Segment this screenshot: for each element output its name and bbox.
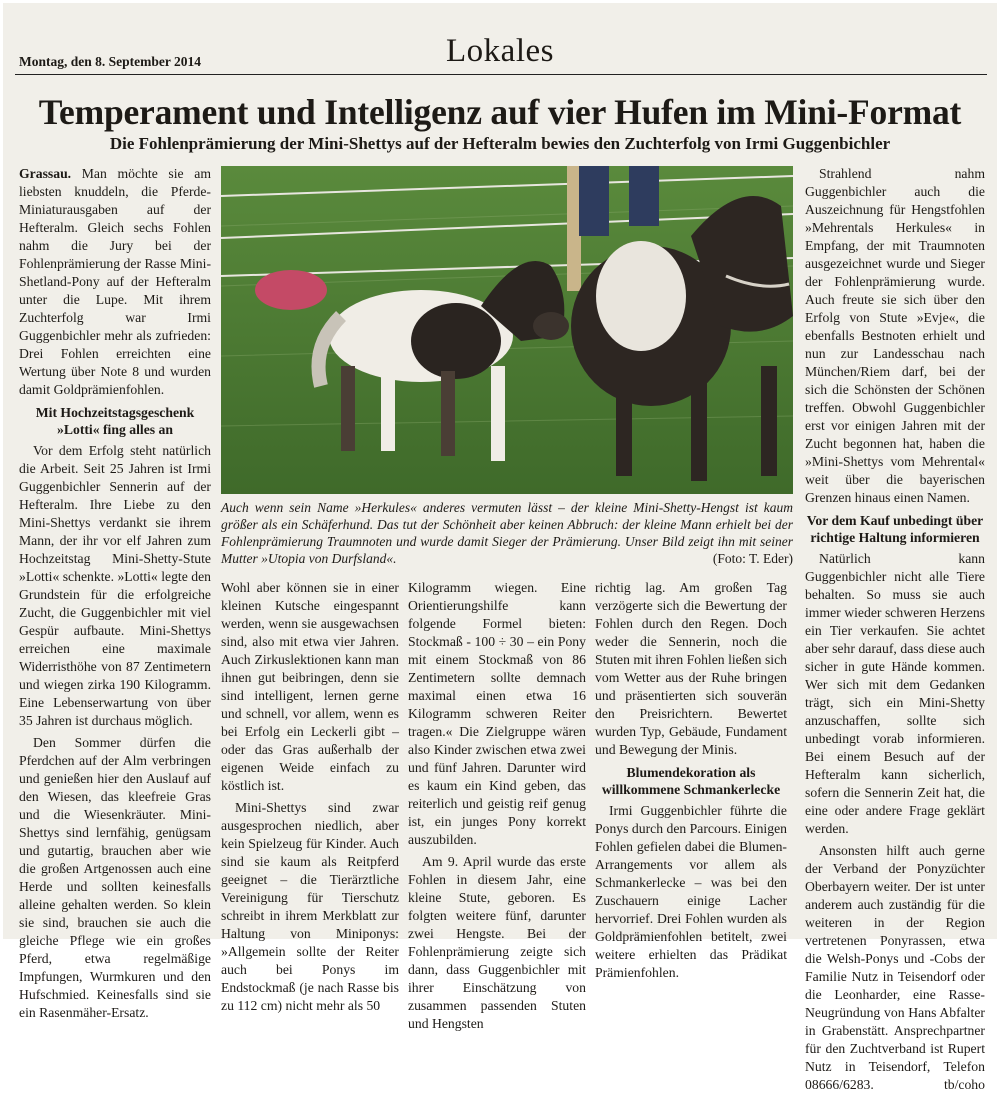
text-column-4 (595, 579, 787, 986)
article-headline: Temperament und Intelligenz auf vier Hufen im Mini-Format (38, 92, 962, 132)
text-column-2 (221, 579, 399, 1019)
text-column-1 (19, 165, 211, 1026)
subheading: Vor dem Kauf unbedingt über richtige Haltung informieren (806, 513, 984, 545)
text-column-3 (408, 579, 586, 1037)
paragraph: Strahlend nahm Guggenbichler auch die Auszeichnung für Hengstfohlen »Mehrentals Herkules« in Empfang, der mit Traumnoten ausgezeichnet wurde und Sieger der Fohlenprämierung wurde. Auch freute sie sich über den Erfolg von Stute »Evje«, die ebenfalls Bestnoten erhielt und nun zur Landesschau nach München/Riem darf, bei der sich die Schönsten der Schönen treffen. Obwohl Guggenbichler erst vor einigen Jahren mit der Zucht begonnen hat, haben die »Mini-Shettys vom Mehrental« weit über die bayerischen Grenzen hinaus einen Namen. (805, 166, 985, 505)
paragraph-text: Ansonsten hilft auch gerne der Verband der Ponyzüchter Oberbayern weiter. Der ist unter anderem auch zuständig für die weiteren in der Region vertretenen Ponyrassen, etwa die Welsh-Ponys und -Cobs der Familie Nutz in Teisendorf oder die Leonharder, eine Rasse-Neugründung von Hans Abfalter in Grabenstätt. Ansprechpartner für den Zuchtverband ist Rupert Nutz in Teisendorf, Telefon 08666/6283. (805, 843, 985, 1092)
newspaper-page (3, 3, 997, 1092)
dateline: Grassau. (19, 166, 72, 181)
author-initials: tb/coho (943, 1077, 985, 1092)
article-subheadline: Die Fohlenprämierung der Mini-Shettys auf der Hefteralm bewies den Zuchterfolg von Irmi Guggenbichler (109, 134, 891, 153)
person-legs (579, 166, 609, 236)
paragraph (19, 165, 211, 399)
paragraph: Mini-Shettys sind zwar ausgesprochen niedlich, aber kein Spielzeug für Kinder. Auch sind sie kaum als Reitpferd geeignet – die Tierärztliche Vereinigung für Tierschutz schreibt in ihrem Merkblatt zur Haltung von Miniponys: »Allgemein sollte der Reiter auch bei Ponys im Endstockmaß (je nach Rasse bis zu 112 cm) nicht mehr als 50 (221, 800, 399, 1013)
paragraph: richtig lag. Am großen Tag verzögerte sich die Bewertung der Fohlen durch den Regen. Doch weder die Sennerin, noch die Stuten mit ihren Fohlen ließen sich vom Wetter aus der Ruhe bringen und präsentierten sich souverän den Preisrichtern. Bewertet wurden Typ, Gebäude, Fundament und Bewegung der Minis. (595, 580, 787, 757)
caption-text: Auch wenn sein Name »Herkules« anderes vermuten lässt – der kleine Mini-Shetty-Hengst ist kaum größer als ein Schäferhund. Das tut der Schönheit aber keinen Abbruch: der kleine Mann erhielt bei der Fohlenprämierung Traumnoten und wurde damit Sieger der Prämierung. Unser Bild zeigt ihn mit seiner Mutter »Utopia von Durfsland«. (221, 500, 793, 566)
paragraph: Vor dem Erfolg steht natürlich die Arbeit. Seit 25 Jahren ist Irmi Guggenbichler Sennerin auf der Hefteralm. Ihre Liebe zu den Mini-Shettys verdankt sie ihrem Mann, der ihr vor elf Jahren zum Hochzeitstag Mini-Shetty-Stute »Lotti« schenkte. »Lotti« legte den Grundstein für die erfolgreiche Zucht, die Guggenbichler mit viel Gespür aufbaute. Mini-Shettys erreichen eine maximale Widerristhöhe von 87 Zentimetern und wiegen zirka 190 Kilogramm. Eine Lebenserwartung von über 35 Jahren ist durchaus möglich. (19, 443, 211, 728)
paragraph: Irmi Guggenbichler führte die Ponys durch den Parcours. Einigen Fohlen gefielen dabei die Blumen-Arrangements vor allem als Schmankerlecke – was bei den Zuschauern einige Lacher hervorrief. Drei Fohlen wurden als Goldprämienfohlen betitelt, zwei weitere erhielten das Prädikat Prämienfohlen. (595, 803, 787, 980)
header-rule (15, 74, 987, 75)
paragraph: Den Sommer dürfen die Pferdchen auf der Alm verbringen und genießen hier den Auslauf auf den Wiesen, das kleefreie Gras und die Wiesenkräuter. Mini-Shettys sind lernfähig, genügsam und gutartig, brauchen aber wie die großen Artgenossen auch eine Herde und sollten keinesfalls alleine gehalten werden. So klein sie sind, brauchen sie auch die gleiche Pflege wie ein großes Pferd, etwa regelmäßige Impfungen, Wurmkuren und den Hufschmied. Keinesfalls sind sie ein Rasenmäher-Ersatz. (19, 735, 211, 1020)
paragraph: Am 9. April wurde das erste Fohlen in diesem Jahr, eine kleine Stute, geboren. Es folgten weitere fünf, darunter zwei Hengste. Bei der Fohlenprämierung zeigte sich dann, dass Guggenbichler mit ihrer Einschätzung von zusammen passenden Stuten und Hengsten (408, 854, 586, 1031)
pink-bucket (255, 270, 327, 310)
paragraph: Natürlich kann Guggenbichler nicht alle Tiere behalten. So muss sie auch immer wieder schweren Herzens ein Tier verkaufen. Sie achtet aber sehr darauf, dass diese auch sicher in gute Hände kommen. Wer sich mit dem Gedanken trägt, sich ein Mini-Shetty anzuschaffen, sollte sich unbedingt vorab informieren. Bei einem Besuch auf der Hefteralm kann sicherlich, sofern die Sennerin Zeit hat, die eine oder andere Frage geklärt werden. (805, 551, 985, 836)
photo-caption (221, 499, 793, 567)
paragraph (805, 842, 985, 1094)
paragraph-text: Man möchte sie am liebsten knuddeln, die Pferde-Miniaturausgaben auf der Hefteralm. Gleich sechs Fohlen nahm die Jury bei der Fohlenprämierung der Rasse Mini-Shetland-Pony auf der Hefteralm unter die Lupe. Mit ihrem Zuchterfolg war Irmi Guggenbichler mehr als zufrieden: Drei Fohlen erreichten eine Wertung über Note 8 und wurden damit Goldprämienfohlen. (19, 166, 212, 397)
issue-date: Montag, den 8. September 2014 (19, 54, 201, 69)
subheading: Mit Hochzeitstagsgeschenk »Lotti« fing alles an (35, 405, 195, 437)
article-photo (221, 166, 793, 494)
subheading: Blumendekoration als willkommene Schmankerlecke (601, 765, 781, 797)
section-title: Lokales (446, 33, 554, 69)
paragraph: Wohl aber können sie in einer kleinen Kutsche eingespannt werden, wenn sie ausgewachsen sind, also mit etwa vier Jahren. Auch Zirkuslektionen kann man ihnen gut beibringen, denn sie sind intelligent, lernen gerne und schnell, vor allem, wenn es bei Erfolg ein Leckerli gibt – oder das Gras außerhalb der eigenen Weide einfach zu köstlich ist. (221, 580, 399, 793)
fence-post (567, 166, 581, 291)
paragraph: Kilogramm wiegen. Eine Orientierungshilfe kann folgende Formel bieten: Stockmaß - 100 ÷ 30 – ein Pony mit einem Stockmaß von 86 Zentimetern sollte demnach maximal einen etwa 16 Kilogramm schweren Reiter tragen.« Die Zielgruppe wären also Kinder zwischen etwa zwei und fünf Jahren. Darunter wird es kaum ein Kind geben, das reiterlich und geistig reif genug ist, ein junges Pony korrekt auszubilden. (408, 580, 586, 847)
text-column-right (805, 165, 985, 1098)
photo-credit: (Foto: T. Eder) (712, 551, 793, 566)
